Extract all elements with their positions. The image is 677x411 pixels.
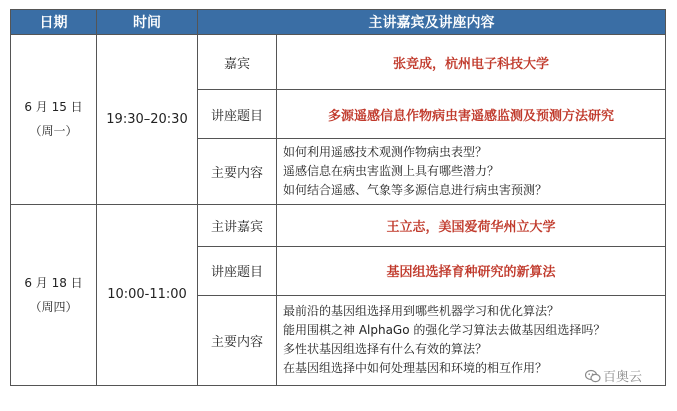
header-content: 主讲嘉宾及讲座内容 — [198, 10, 666, 35]
session-2-title-label: 讲座题目 — [198, 247, 277, 296]
session-1-speaker-row — [11, 35, 666, 90]
schedule-table — [10, 9, 666, 386]
header-time: 时间 — [97, 10, 198, 35]
topic-item: 能用围棋之神 AlphaGo 的强化学习算法去做基因组选择吗？ — [283, 323, 606, 338]
session-2-speaker: 王立志，美国爱荷华州立大学 — [277, 204, 666, 246]
session-2-date-cell — [11, 204, 97, 385]
session-1-date: 6 月 15 日 — [24, 100, 83, 115]
session-1-speaker-label: 嘉宾 — [198, 35, 277, 90]
session-1-date-cell — [11, 35, 97, 205]
topic-item: 最前沿的基因组选择用到哪些机器学习和优化算法？ — [283, 304, 560, 319]
topic-item: 在基因组选择中如何处理基因和环境的相互作用？ — [283, 361, 548, 376]
topic-item: 遥感信息在病虫害监测上具有哪些潜力？ — [283, 163, 500, 178]
session-2-content-label: 主要内容 — [198, 295, 277, 385]
session-1-content-label: 主要内容 — [198, 138, 277, 204]
session-2-speaker-row — [11, 204, 666, 246]
wechat-icon — [585, 369, 601, 383]
topic-item: 如何结合遥感、气象等多源信息进行病虫害预测？ — [283, 182, 548, 197]
watermark — [585, 366, 642, 385]
topic-item: 如何利用遥感技术观测作物病虫表型？ — [283, 144, 488, 159]
session-1-title-label: 讲座题目 — [198, 90, 277, 139]
session-2-date: 6 月 18 日 — [24, 275, 83, 290]
session-1-speaker: 张竞成，杭州电子科技大学 — [277, 35, 666, 90]
session-2-title: 基因组选择育种研究的新算法 — [277, 247, 666, 296]
header-row — [11, 10, 666, 35]
session-1-weekday: （周一） — [29, 124, 78, 139]
session-2-speaker-label: 主讲嘉宾 — [198, 204, 277, 246]
watermark-text: 百奥云 — [603, 370, 643, 385]
session-2-weekday: （周四） — [29, 299, 78, 314]
session-1-title: 多源遥感信息作物病虫害遥感监测及预测方法研究 — [277, 90, 666, 139]
session-1-topics — [277, 138, 666, 204]
session-1-time: 19:30–20:30 — [97, 35, 198, 205]
session-2-time: 10:00-11:00 — [97, 204, 198, 385]
topic-item: 多性状基因组选择有什么有效的算法？ — [283, 342, 488, 357]
header-date: 日期 — [11, 10, 97, 35]
